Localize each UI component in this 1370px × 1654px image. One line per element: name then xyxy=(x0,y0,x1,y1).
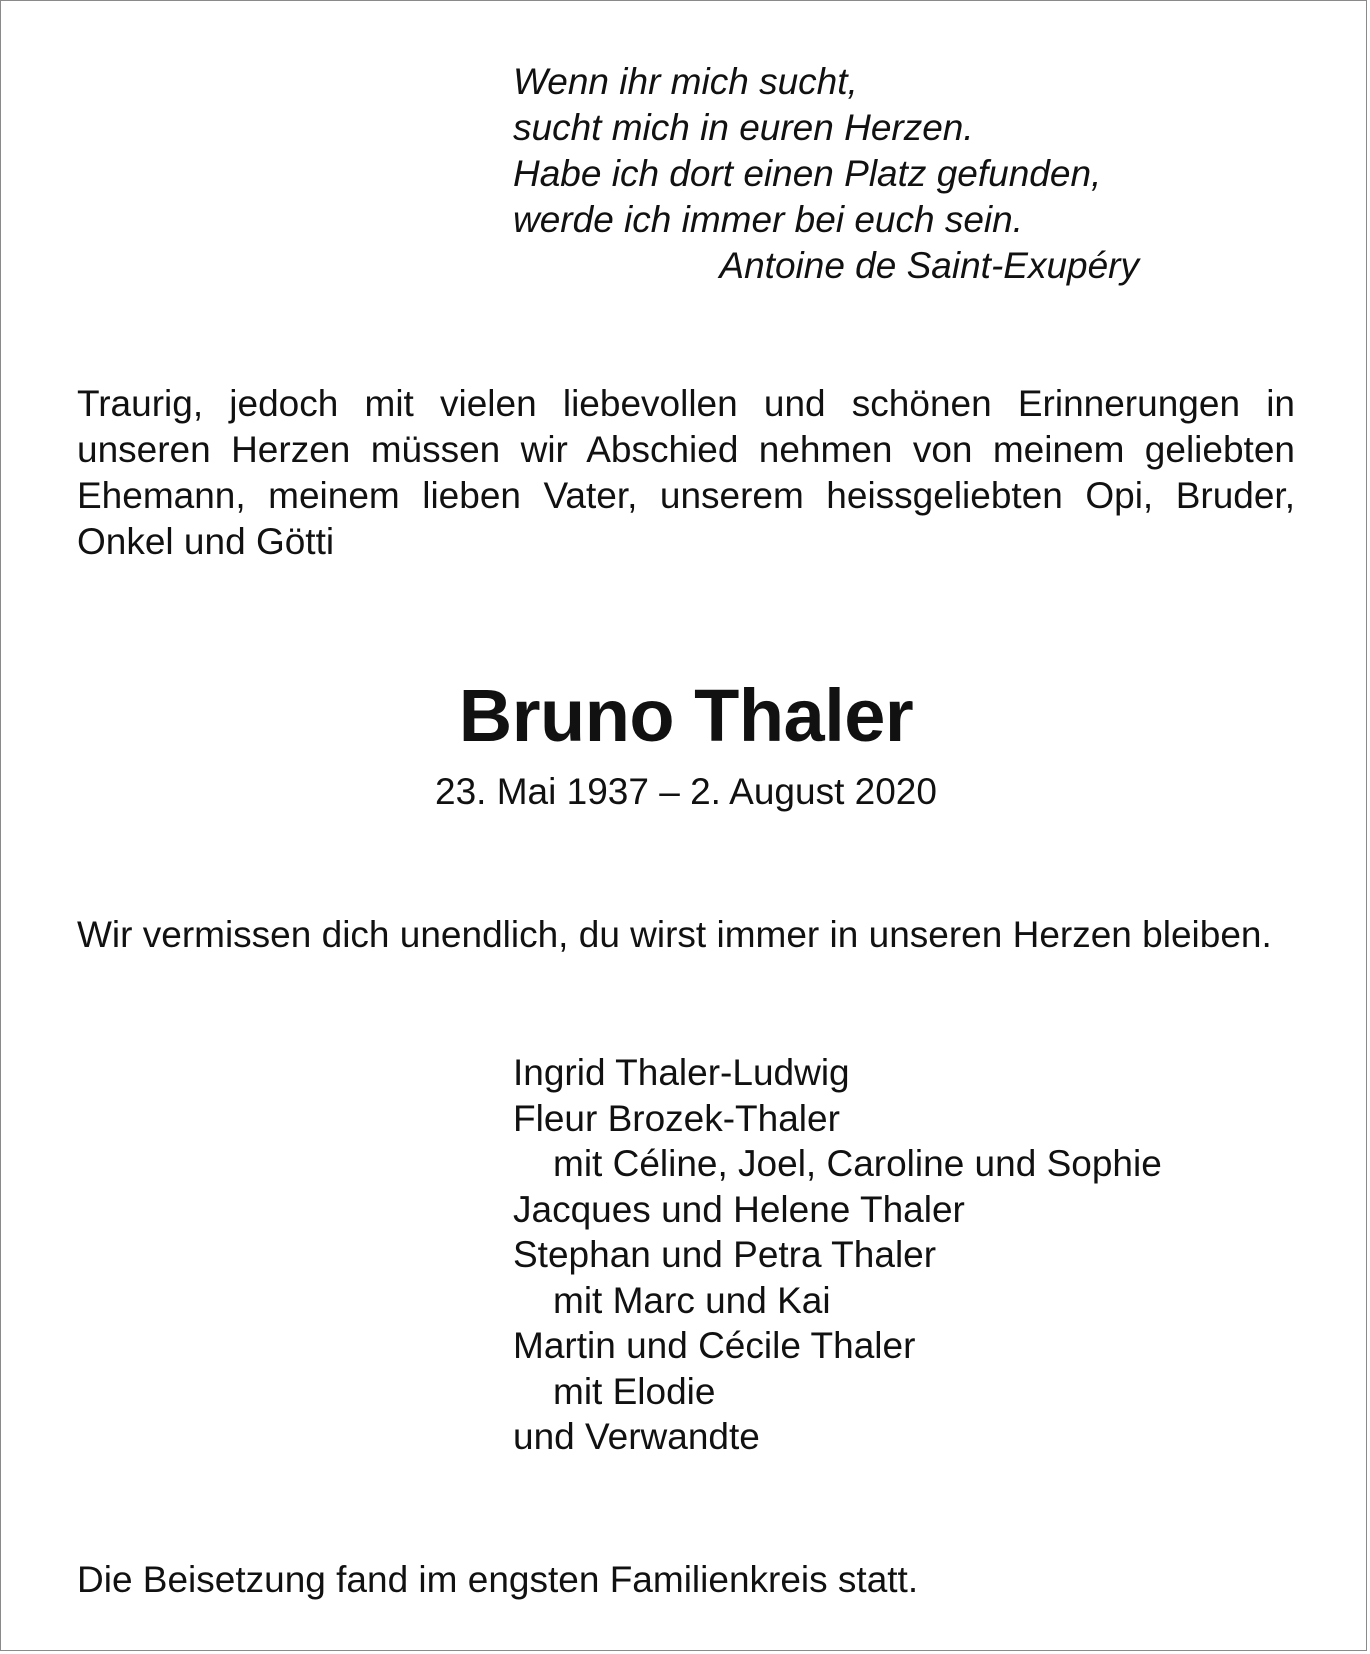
poem-author: Antoine de Saint-Exupéry xyxy=(719,245,1139,286)
burial-note: Die Beisetzung fand im engsten Familienkreis statt. xyxy=(77,1559,919,1600)
poem-line: werde ich immer bei euch sein. xyxy=(513,199,1023,240)
family-member: Stephan und Petra Thaler xyxy=(513,1234,937,1275)
family-list xyxy=(513,1050,1273,1460)
poem-line: Habe ich dort einen Platz gefunden, xyxy=(513,153,1102,194)
family-member: Jacques und Helene Thaler xyxy=(513,1188,965,1230)
family-member-children: mit Céline, Joel, Caroline und Sophie xyxy=(553,1143,1162,1184)
family-member: Ingrid Thaler-Ludwig xyxy=(513,1052,850,1093)
family-member-children: mit Elodie xyxy=(553,1370,716,1412)
family-relatives: und Verwandte xyxy=(513,1416,760,1457)
family-member: Fleur Brozek-Thaler xyxy=(513,1097,840,1139)
intro-paragraph: Traurig, jedoch mit vielen liebevollen und schönen Erinnerungen in unseren Herzen müssen wir Abschied nehmen von meinem geliebten Ehemann, meinem lieben Vater, unserem heissgeliebten Opi, Bruder, Onkel und Götti xyxy=(77,383,1295,562)
poem-line: Wenn ihr mich sucht, xyxy=(513,61,858,102)
life-dates: 23. Mai 1937 – 2. August 2020 xyxy=(435,771,937,812)
deceased-name: Bruno Thaler xyxy=(458,674,914,757)
farewell-line: Wir vermissen dich unendlich, du wirst immer in unseren Herzen bleiben. xyxy=(77,914,1272,955)
family-member: Martin und Cécile Thaler xyxy=(513,1325,916,1366)
poem-quote xyxy=(513,59,1153,289)
poem-line: sucht mich in euren Herzen. xyxy=(513,107,974,148)
family-member-children: mit Marc und Kai xyxy=(553,1279,831,1321)
